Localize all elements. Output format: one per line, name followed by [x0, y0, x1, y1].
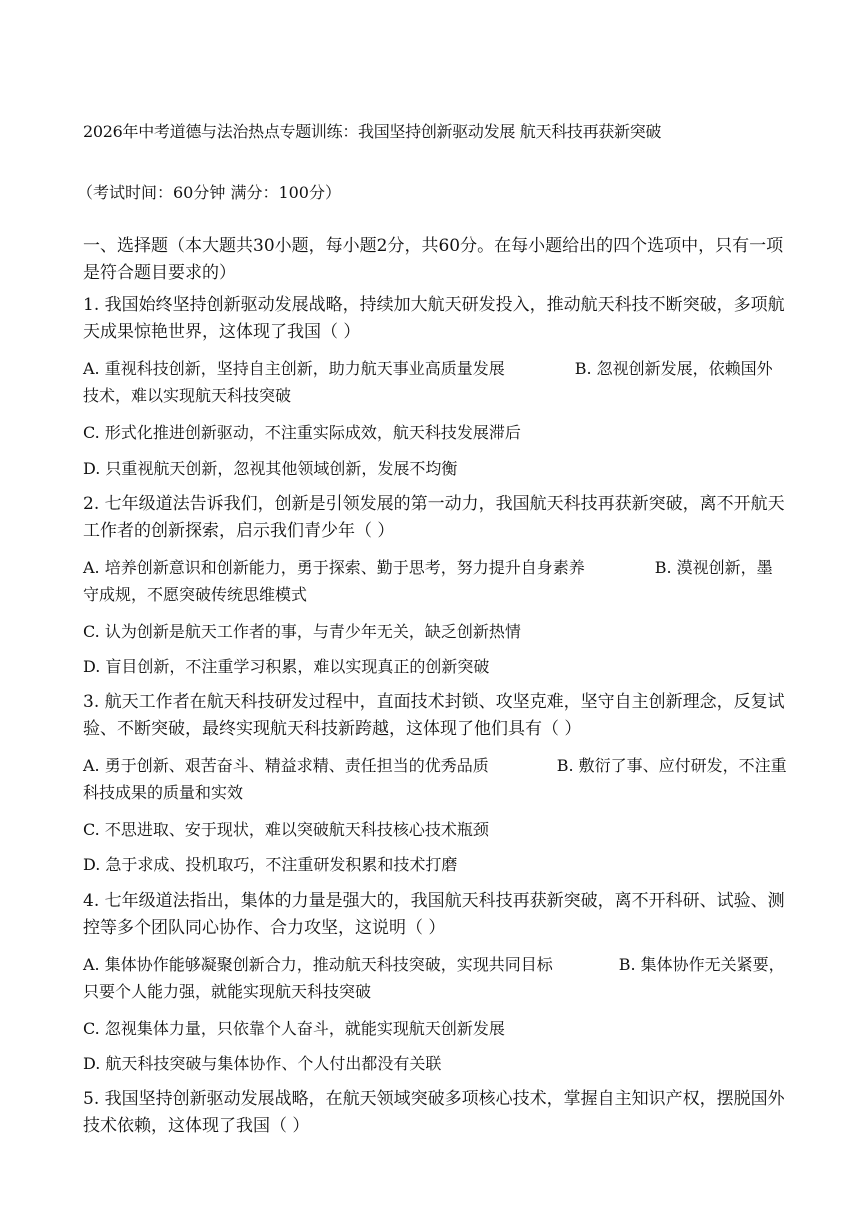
- exam-info: （考试时间：60分钟 满分：100分）: [77, 183, 341, 202]
- question-2-option-a: A. 培养创新意识和创新能力，勇于探索、勤于思考，努力提升自身素养: [83, 558, 585, 577]
- question-4-stem: 4. 七年级道法指出，集体的力量是强大的，我国航天科技再获新突破，离不开科研、试验、测控等多个团队同心协作、合力攻坚，这说明（ ）: [83, 891, 785, 938]
- question-1-option-a: A. 重视科技创新，坚持自主创新，助力航天事业高质量发展: [83, 359, 505, 378]
- question-1-options-ab: [83, 355, 788, 409]
- question-5-stem: 5. 我国坚持创新驱动发展战略，在航天领域突破多项核心技术，掌握自主知识产权，摆脱国外技术依赖，这体现了我国（ ）: [83, 1089, 785, 1136]
- question-1-option-b: B. 忽视创新发展，依赖国外技术，难以实现航天科技突破: [83, 359, 773, 405]
- document-title: 2026年中考道德与法治热点专题训练：我国坚持创新驱动发展 航天科技再获新突破: [83, 122, 662, 141]
- question-1-option-c: C. 形式化推进创新驱动，不注重实际成效，航天科技发展滞后: [83, 423, 521, 442]
- question-3-stem: 3. 航天工作者在航天科技研发过程中，直面技术封锁、攻坚克难，坚守自主创新理念，反复试验、不断突破，最终实现航天科技新跨越，这体现了他们具有（ ）: [83, 692, 785, 739]
- question-4-option-b: B. 集体协作无关紧要，只要个人能力强，就能实现航天科技突破: [83, 955, 785, 1001]
- question-3-option-b: B. 敷衍了事、应付研发，不注重科技成果的质量和实效: [83, 756, 787, 802]
- question-4-option-d: D. 航天科技突破与集体协作、个人付出都没有关联: [83, 1054, 442, 1073]
- section-heading: 一、选择题（本大题共30小题，每小题2分，共60分。在每小题给出的四个选项中，只有一项是符合题目要求的）: [83, 236, 784, 283]
- question-4-options-ab: [83, 951, 788, 1005]
- question-3-options-ab: [83, 752, 788, 806]
- question-4-option-c: C. 忽视集体力量，只依靠个人奋斗，就能实现航天创新发展: [83, 1019, 505, 1038]
- question-2-option-d: D. 盲目创新，不注重学习积累，难以实现真正的创新突破: [83, 657, 490, 676]
- question-1-option-d: D. 只重视航天创新，忽视其他领域创新，发展不均衡: [83, 459, 458, 478]
- question-3-option-a: A. 勇于创新、艰苦奋斗、精益求精、责任担当的优秀品质: [83, 756, 489, 775]
- question-2-options-ab: [83, 554, 788, 608]
- question-4-option-a: A. 集体协作能够凝聚创新合力，推动航天科技突破，实现共同目标: [83, 955, 553, 974]
- question-1-stem: 1. 我国始终坚持创新驱动发展战略，持续加大航天研发投入，推动航天科技不断突破，多项航天成果惊艳世界，这体现了我国（ ）: [83, 295, 785, 342]
- question-3-option-d: D. 急于求成、投机取巧，不注重研发积累和技术打磨: [83, 855, 458, 874]
- question-2-option-c: C. 认为创新是航天工作者的事，与青少年无关，缺乏创新热情: [83, 622, 521, 641]
- question-2-option-b: B. 漠视创新，墨守成规，不愿突破传统思维模式: [83, 558, 773, 604]
- question-2-stem: 2. 七年级道法告诉我们，创新是引领发展的第一动力，我国航天科技再获新突破，离不开航天工作者的创新探索，启示我们青少年（ ）: [83, 494, 785, 541]
- question-3-option-c: C. 不思进取、安于现状，难以突破航天科技核心技术瓶颈: [83, 820, 489, 839]
